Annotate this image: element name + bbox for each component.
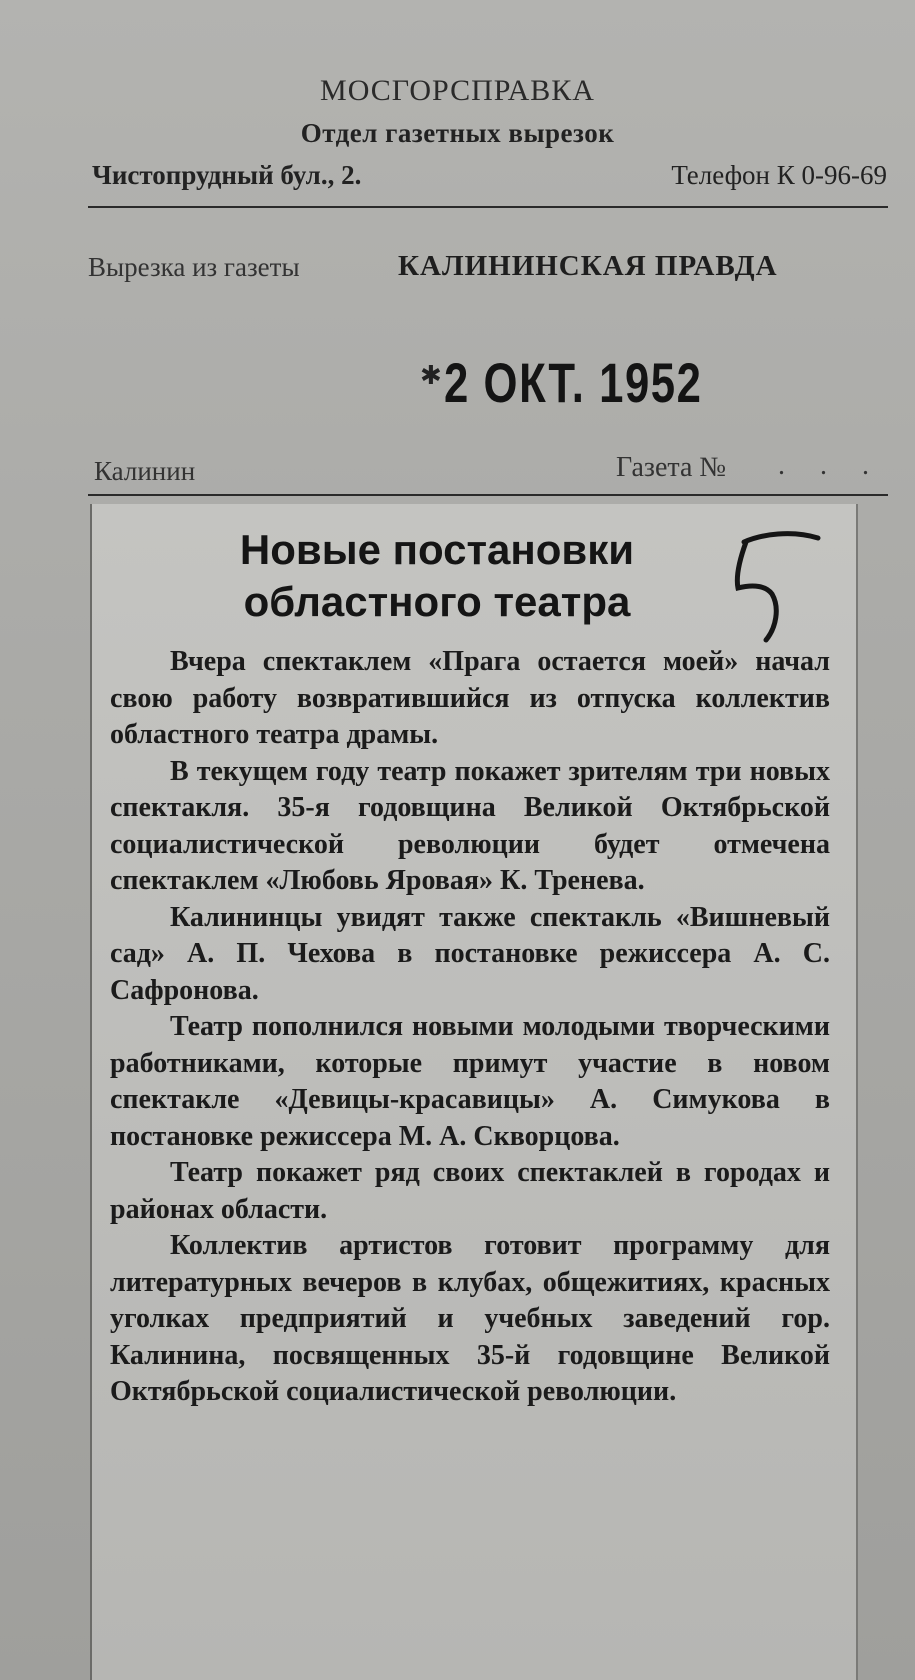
article-title-line: Новые постановки (239, 526, 635, 573)
issue-number-label: Газета № (616, 452, 727, 483)
article-paragraph: Театр пополнился новыми молодыми творческими работниками, которые примут участие в новом спектакле «Девицы-красавицы» А. Симукова в постановке режиссера М. А. Скворцова. (110, 1011, 830, 1152)
header-divider (88, 206, 888, 208)
city-label: Калинин (94, 456, 196, 486)
article-title (92, 524, 782, 628)
source-divider (88, 494, 888, 496)
article-body (110, 644, 830, 1411)
handwritten-pen-mark-icon (722, 528, 842, 648)
article-title-line: областного театра (243, 578, 631, 625)
article-paragraph: Калининцы увидят также спектакль «Вишневый сад» А. П. Чехова в постановке режиссера А. С. Сафронова. (110, 901, 830, 1006)
agency-phone: Телефон К 0-96-69 (671, 160, 887, 190)
article-paragraph: Театр покажет ряд своих спектаклей в городах и районах области. (110, 1157, 830, 1225)
newspaper-clipping (90, 504, 858, 1680)
department-subtitle: Отдел газетных вырезок (300, 118, 615, 148)
issue-number-value: . . . (778, 450, 883, 481)
article-paragraph: Коллектив артистов готовит программу для литературных вечеров в клубах, общежитиях, красных уголках предприятий и учебных заведений гор. Калинина, посвященных 35-й годовщине Великой Октябрьской социалистической революции. (110, 1230, 830, 1407)
stamp-star-icon: ✱ (420, 361, 442, 390)
article-paragraph: Вчера спектаклем «Прага остается моей» начал свою работу возвратившийся из отпуска коллектив областного театра драмы. (110, 646, 830, 750)
article-paragraph: В текущем году театр покажет зрителям три новых спектакля. 35-я годовщина Великой Октябрьской социалистической революции будет отмечена спектаклем «Любовь Яровая» К. Тренева. (110, 755, 830, 896)
date-stamp: 2 ОКТ. 1952 (444, 351, 703, 414)
agency-address: Чистопрудный бул., 2. (92, 160, 362, 190)
source-label: Вырезка из газеты (88, 252, 300, 282)
agency-title: МОСГОРСПРАВКА (320, 74, 595, 107)
newspaper-name: КАЛИНИНСКАЯ ПРАВДА (398, 250, 778, 282)
